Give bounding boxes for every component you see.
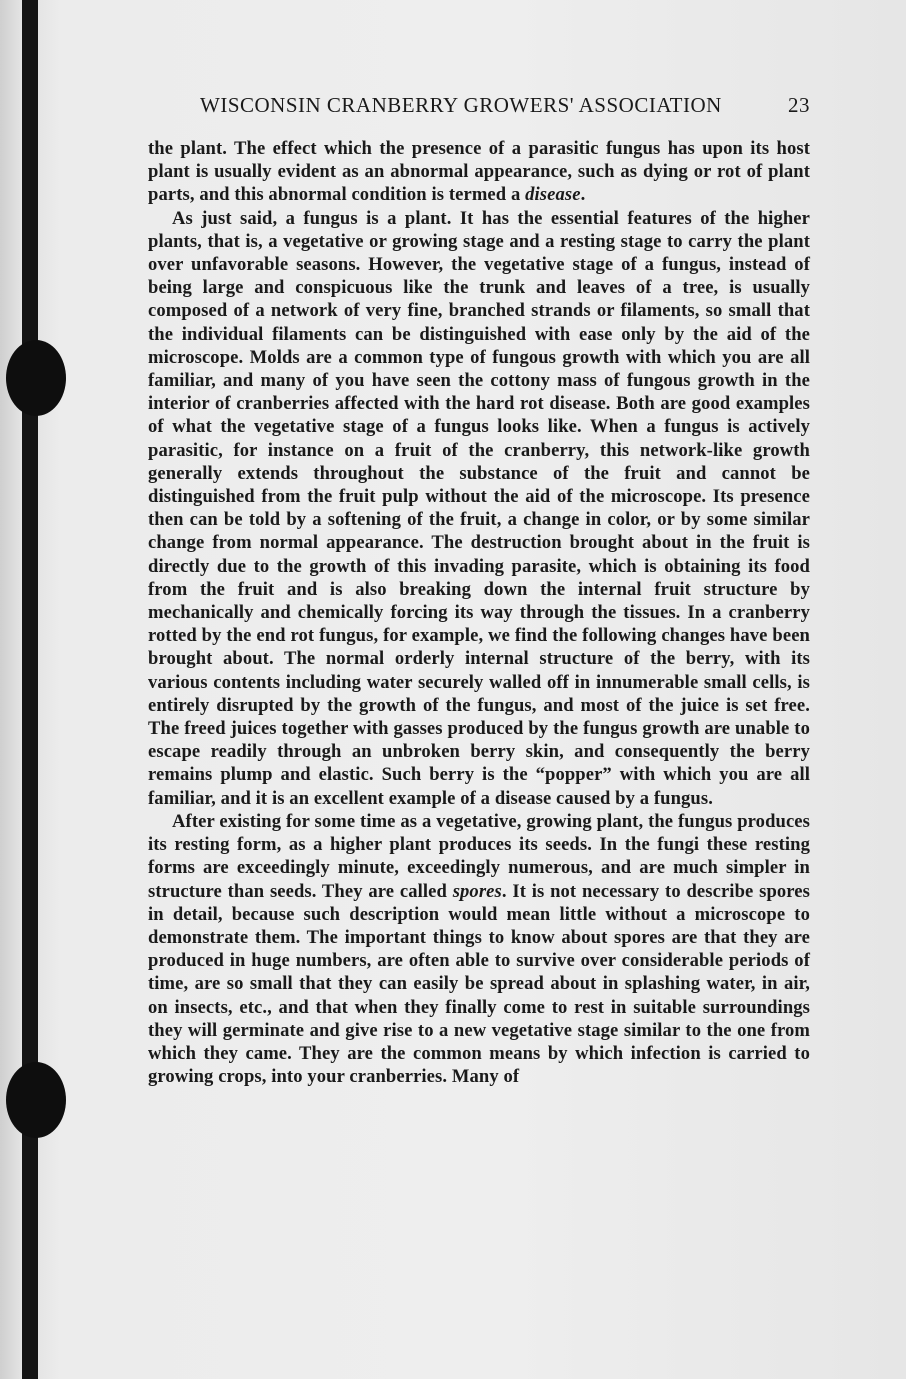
page-edge-shadow	[0, 0, 22, 1379]
paragraph-3-emphasis: spores	[452, 880, 502, 902]
paragraph-1-emphasis: disease	[525, 184, 581, 206]
header-title: WISCONSIN CRANBERRY GROWERS' ASSOCIATION	[200, 93, 722, 117]
paragraph-1	[148, 137, 810, 207]
paragraph-3	[148, 810, 810, 1088]
binding-strip	[22, 0, 38, 1379]
paragraph-1-text: the plant. The effect which the presence of a parasitic fungus has upon its host plant is usually evident as an abnormal appearance, such as dying or rot of plant parts, and this abnormal condition is termed a	[148, 138, 810, 206]
running-header	[200, 93, 810, 123]
paragraph-1-tail: .	[580, 184, 586, 206]
paragraph-3-text: After existing for some time as a vegetative, growing plant, the fungus produces its resting form, as a higher plant produces its seeds. In the fungi these resting forms are exceedingly minute, exceedingly numerous, and are much simpler in structure than seeds. They are called	[148, 810, 810, 902]
binder-hole-top	[6, 340, 66, 416]
paragraph-2	[148, 207, 810, 810]
page-content	[148, 93, 810, 1088]
page-number: 23	[788, 93, 810, 117]
binder-hole-bottom	[6, 1062, 66, 1138]
paragraph-3-tail: . It is not necessary to describe spores in detail, because such description would mean little without a microscope to demonstrate them. The important things to know about spores are that they are produced in huge numbers, are often able to survive over considerable periods of time, are so small that they can easily be spread about in splashing water, in air, on insects, etc., and that when they finally come to rest in suitable surroundings they will germinate and give rise to a new vegetative stage similar to the one from which they came. They are the common means by which infection is carried to growing crops, into your cranberries. Many of	[148, 880, 810, 1088]
paragraph-2-text: As just said, a fungus is a plant. It has the essential features of the higher plants, that is, a vegetative or growing stage and a resting stage to carry the plant over unfavorable seasons. However, the vegetative stage of a fungus, instead of being large and conspicuous like the trunk and leaves of a tree, is usually composed of a network of very fine, branched strands or filaments, so small that the individual filaments can be distinguished with ease only by the aid of the microscope. Molds are a common type of fungous growth with which you are all familiar, and many of you have seen the cottony mass of fungous growth in the interior of cranberries affected with the hard rot disease. Both are good examples of what the vegetative stage of a fungus looks like. When a fungus is actively parasitic, for instance on a fruit of the cranberry, this network-like growth generally extends throughout the substance of the fruit and cannot be distinguished from the fruit pulp without the aid of the microscope. Its presence then can be told by a softening of the fruit, a change in color, or by some similar change from normal appearance. The destruction brought about in the fruit is directly due to the growth of this invading parasite, which is obtaining its food from the fruit and is also breaking down the internal fruit structure by mechanically and chemically forcing its way through the tissues. In a cranberry rotted by the end rot fungus, for example, we find the following changes have been brought about. The normal orderly internal structure of the berry, with its various contents including water securely walled off in innumerable small cells, is entirely disrupted by the growth of the fungus, and most of the juice is set free. The freed juices together with gasses produced by the fungus growth are unable to escape readily through an unbroken berry skin, and consequently the berry remains plump and elastic. Such berry is the “popper” with which you are all familiar, and it is an excellent example of a disease caused by a fungus.	[148, 207, 810, 809]
body-text	[148, 137, 810, 1088]
